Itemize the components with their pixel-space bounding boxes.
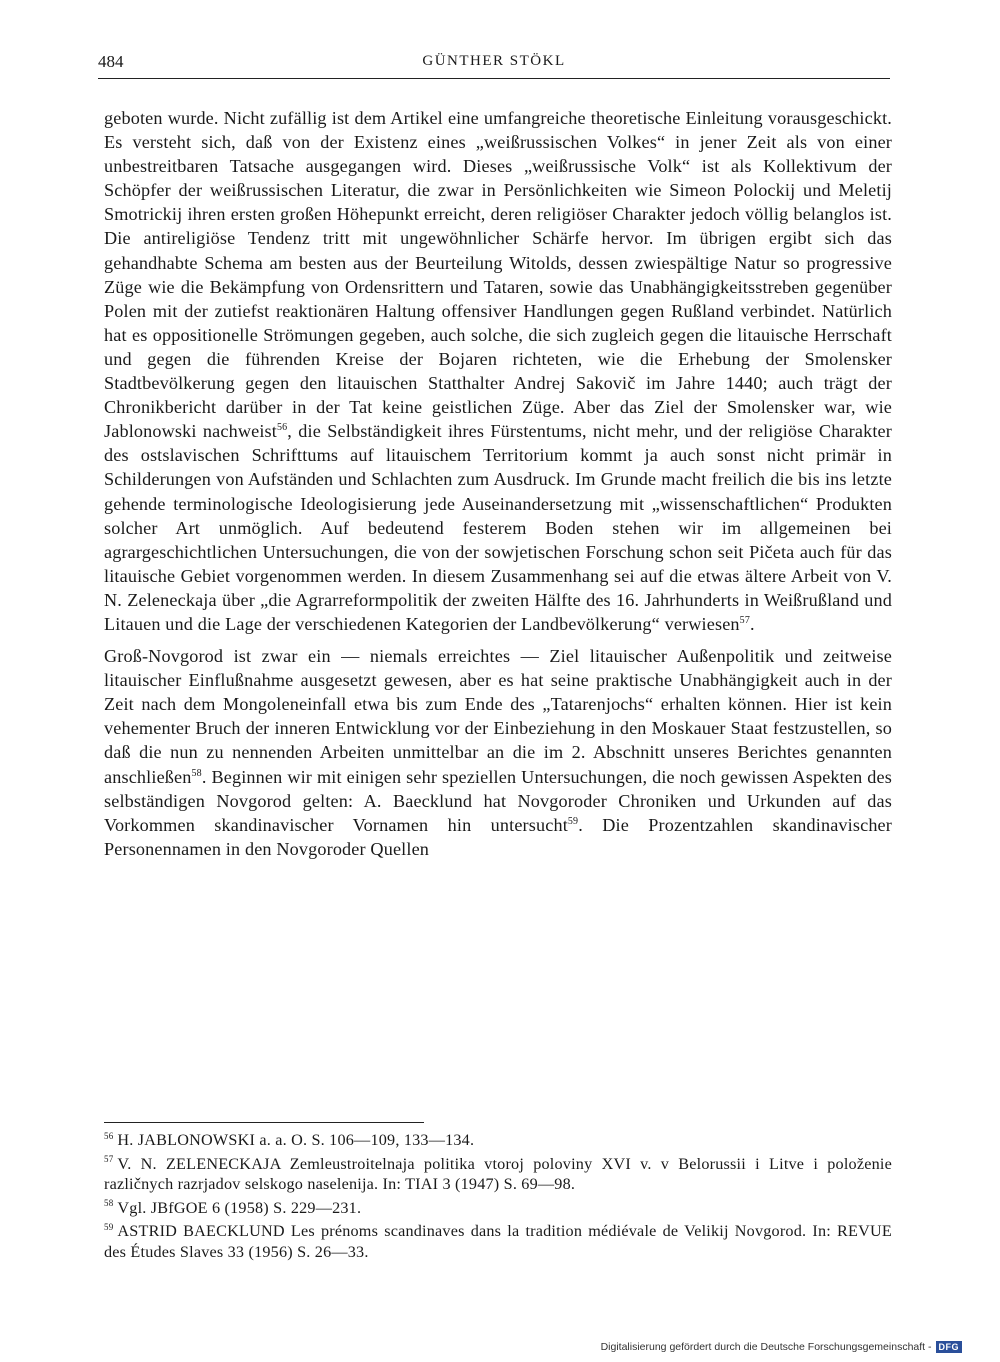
footnote	[104, 1154, 892, 1195]
footnote-text: Vgl. JBfGOE 6 (1958) S. 229—231.	[117, 1198, 362, 1217]
text-run: , die Selbständigkeit ihres Fürstentums, nicht mehr, und der religiöse Charakter des ostslavischen Schrifttums auf litauischem Territorium kommt ja auch sonst nicht primär in Schilderungen von Aufständen und Schlachten zum Ausdruck. Im Grunde macht freilich die bis ins letzte gehende terminologische Ideologisierung jede Auseinandersetzung mit „wissenschaftlichen“ Produkten solcher Art unmöglich. Auf bedeutend festerem Boden stehen wir im allgemeinen bei agrargeschichtlichen Untersuchungen, die von der sowjetischen Forschung schon seit Pičeta auch für das litauische Gebiet vorgenommen werden. In diesem Zusammenhang sei auf die etwas ältere Arbeit von V. N. Zeleneckaja über „die Agrarreformpolitik der zweiten Hälfte des 16. Jahrhunderts in Weißrußland und Litauen und die Lage der verschiedenen Kategorien der Landbevölkerung“ verwiesen	[104, 421, 892, 634]
footnote-number: 57	[104, 1154, 114, 1165]
footnote-text: ASTRID BAECKLUND Les prénoms scandinaves dans la tradition médiévale de Velikij Novgorod. In: REVUE des Études Slaves 33 (1956) S. 26—33.	[104, 1222, 892, 1261]
credit-text: Digitalisierung gefördert durch die Deutsche Forschungsgemeinschaft -	[600, 1341, 932, 1353]
footnote-ref-57[interactable]: 57	[739, 614, 750, 626]
footnote-ref-59[interactable]: 59	[567, 815, 579, 827]
paragraph	[104, 644, 892, 861]
dfg-logo-icon: DFG	[936, 1341, 963, 1353]
footnote	[104, 1130, 892, 1151]
footnote-text: V. N. ZELENECKAJA Zemleustroitelnaja politika vtoroj poloviny XVI v. v Belorussii i Litve i položenie različnych razrjadov selskogo naselenija. In: TIAI 3 (1947) S. 69—98.	[104, 1154, 892, 1194]
footnote-number: 58	[104, 1198, 114, 1209]
footnote	[104, 1198, 892, 1219]
footnote-divider	[104, 1122, 424, 1123]
running-head-author: GÜNTHER STÖKL	[422, 53, 566, 69]
page-number: 484	[98, 52, 124, 71]
footnotes	[104, 1130, 892, 1266]
footnote	[104, 1221, 892, 1262]
footnote-number: 56	[104, 1130, 114, 1141]
footnote-ref-58[interactable]: 58	[191, 767, 202, 779]
text-run: geboten wurde. Nicht zufällig ist dem Artikel eine umfangreiche theoretische Einleitung vorausgeschickt. Es versteht sich, daß von der Existenz eines „weißrussischen Volkes“ in jener Zeit als von einer unbestreitbaren Tatsache ausgegangen wird. Dieses „weißrussische Volk“ ist als Kollektivum der Schöpfer der weißrussischen Literatur, die zwar in Persönlichkeiten wie Simeon Polockij und Meletij Smotrickij ihren ersten großen Höhepunkt erreicht, deren religiöser Charakter jedoch völlig belanglos ist. Die antireligiöse Tendenz tritt mit ungewöhnlicher Schärfe hervor. Im übrigen ergibt sich das gehandhabte Schema am besten aus der Beurteilung Witolds, dessen zwiespältige Natur so progressive Züge wie die Bekämpfung von Ordensrittern und Tataren, sowie das Unabhängigkeitsstreben gegenüber Polen mit der zutiefst reaktionären Haltung offensiver Handlungen gegen Rußland verbindet. Natürlich hat es oppositionelle Strömungen gegeben, auch solche, die sich zugleich gegen die litauische Herrschaft und gegen die führenden Kreise der Bojaren richteten, wie die Erhebung der Smolensker Stadtbevölkerung gegen den litauischen Statthalter Andrej Sakovič im Jahre 1440; auch trägt der Chronikbericht darüber in der Tat keine geistlichen Züge. Aber das Ziel der Smolensker war, wie Jablonowski nachweist	[104, 108, 892, 442]
digitization-credit	[601, 1341, 962, 1353]
text-run: . Beginnen wir mit einigen sehr speziellen Untersuchungen, die noch gewissen Aspekten des selbständigen Novgorod gelten: A. Baecklund hat Novgoroder Chroniken und Urkunden auf das Vorkommen skandinavischer Vornamen hin untersucht	[104, 766, 892, 835]
footnote-number: 59	[104, 1221, 114, 1232]
text-run: . Die Prozentzahlen skandinavischer Personennamen in den Novgoroder Quellen	[104, 814, 892, 859]
text-run: Groß-Novgorod ist zwar ein — niemals erreichtes — Ziel litauischer Außenpolitik und zeitweise litauischer Einflußnahme ausgesetzt gewesen, aber es hat seine praktische Unabhängigkeit auch in der Zeit nach dem Mongoleneinfall etwa bis zum Ende des „Tatarenjochs“ erhalten können. Hier ist kein vehementer Bruch der inneren Entwicklung vor der Einbeziehung in den Moskauer Staat festzustellen, so daß die nun zu nennenden Arbeiten unmittelbar an die im 2. Abschnitt unseres Berichtes genannten anschließen	[104, 646, 892, 787]
body-text	[104, 106, 892, 861]
paragraph	[104, 106, 892, 636]
footnote-ref-56[interactable]: 56	[276, 422, 288, 434]
running-header	[98, 52, 890, 79]
text-run: .	[749, 613, 755, 634]
footnote-text: H. JABLONOWSKI a. a. O. S. 106—109, 133—134.	[117, 1131, 475, 1149]
